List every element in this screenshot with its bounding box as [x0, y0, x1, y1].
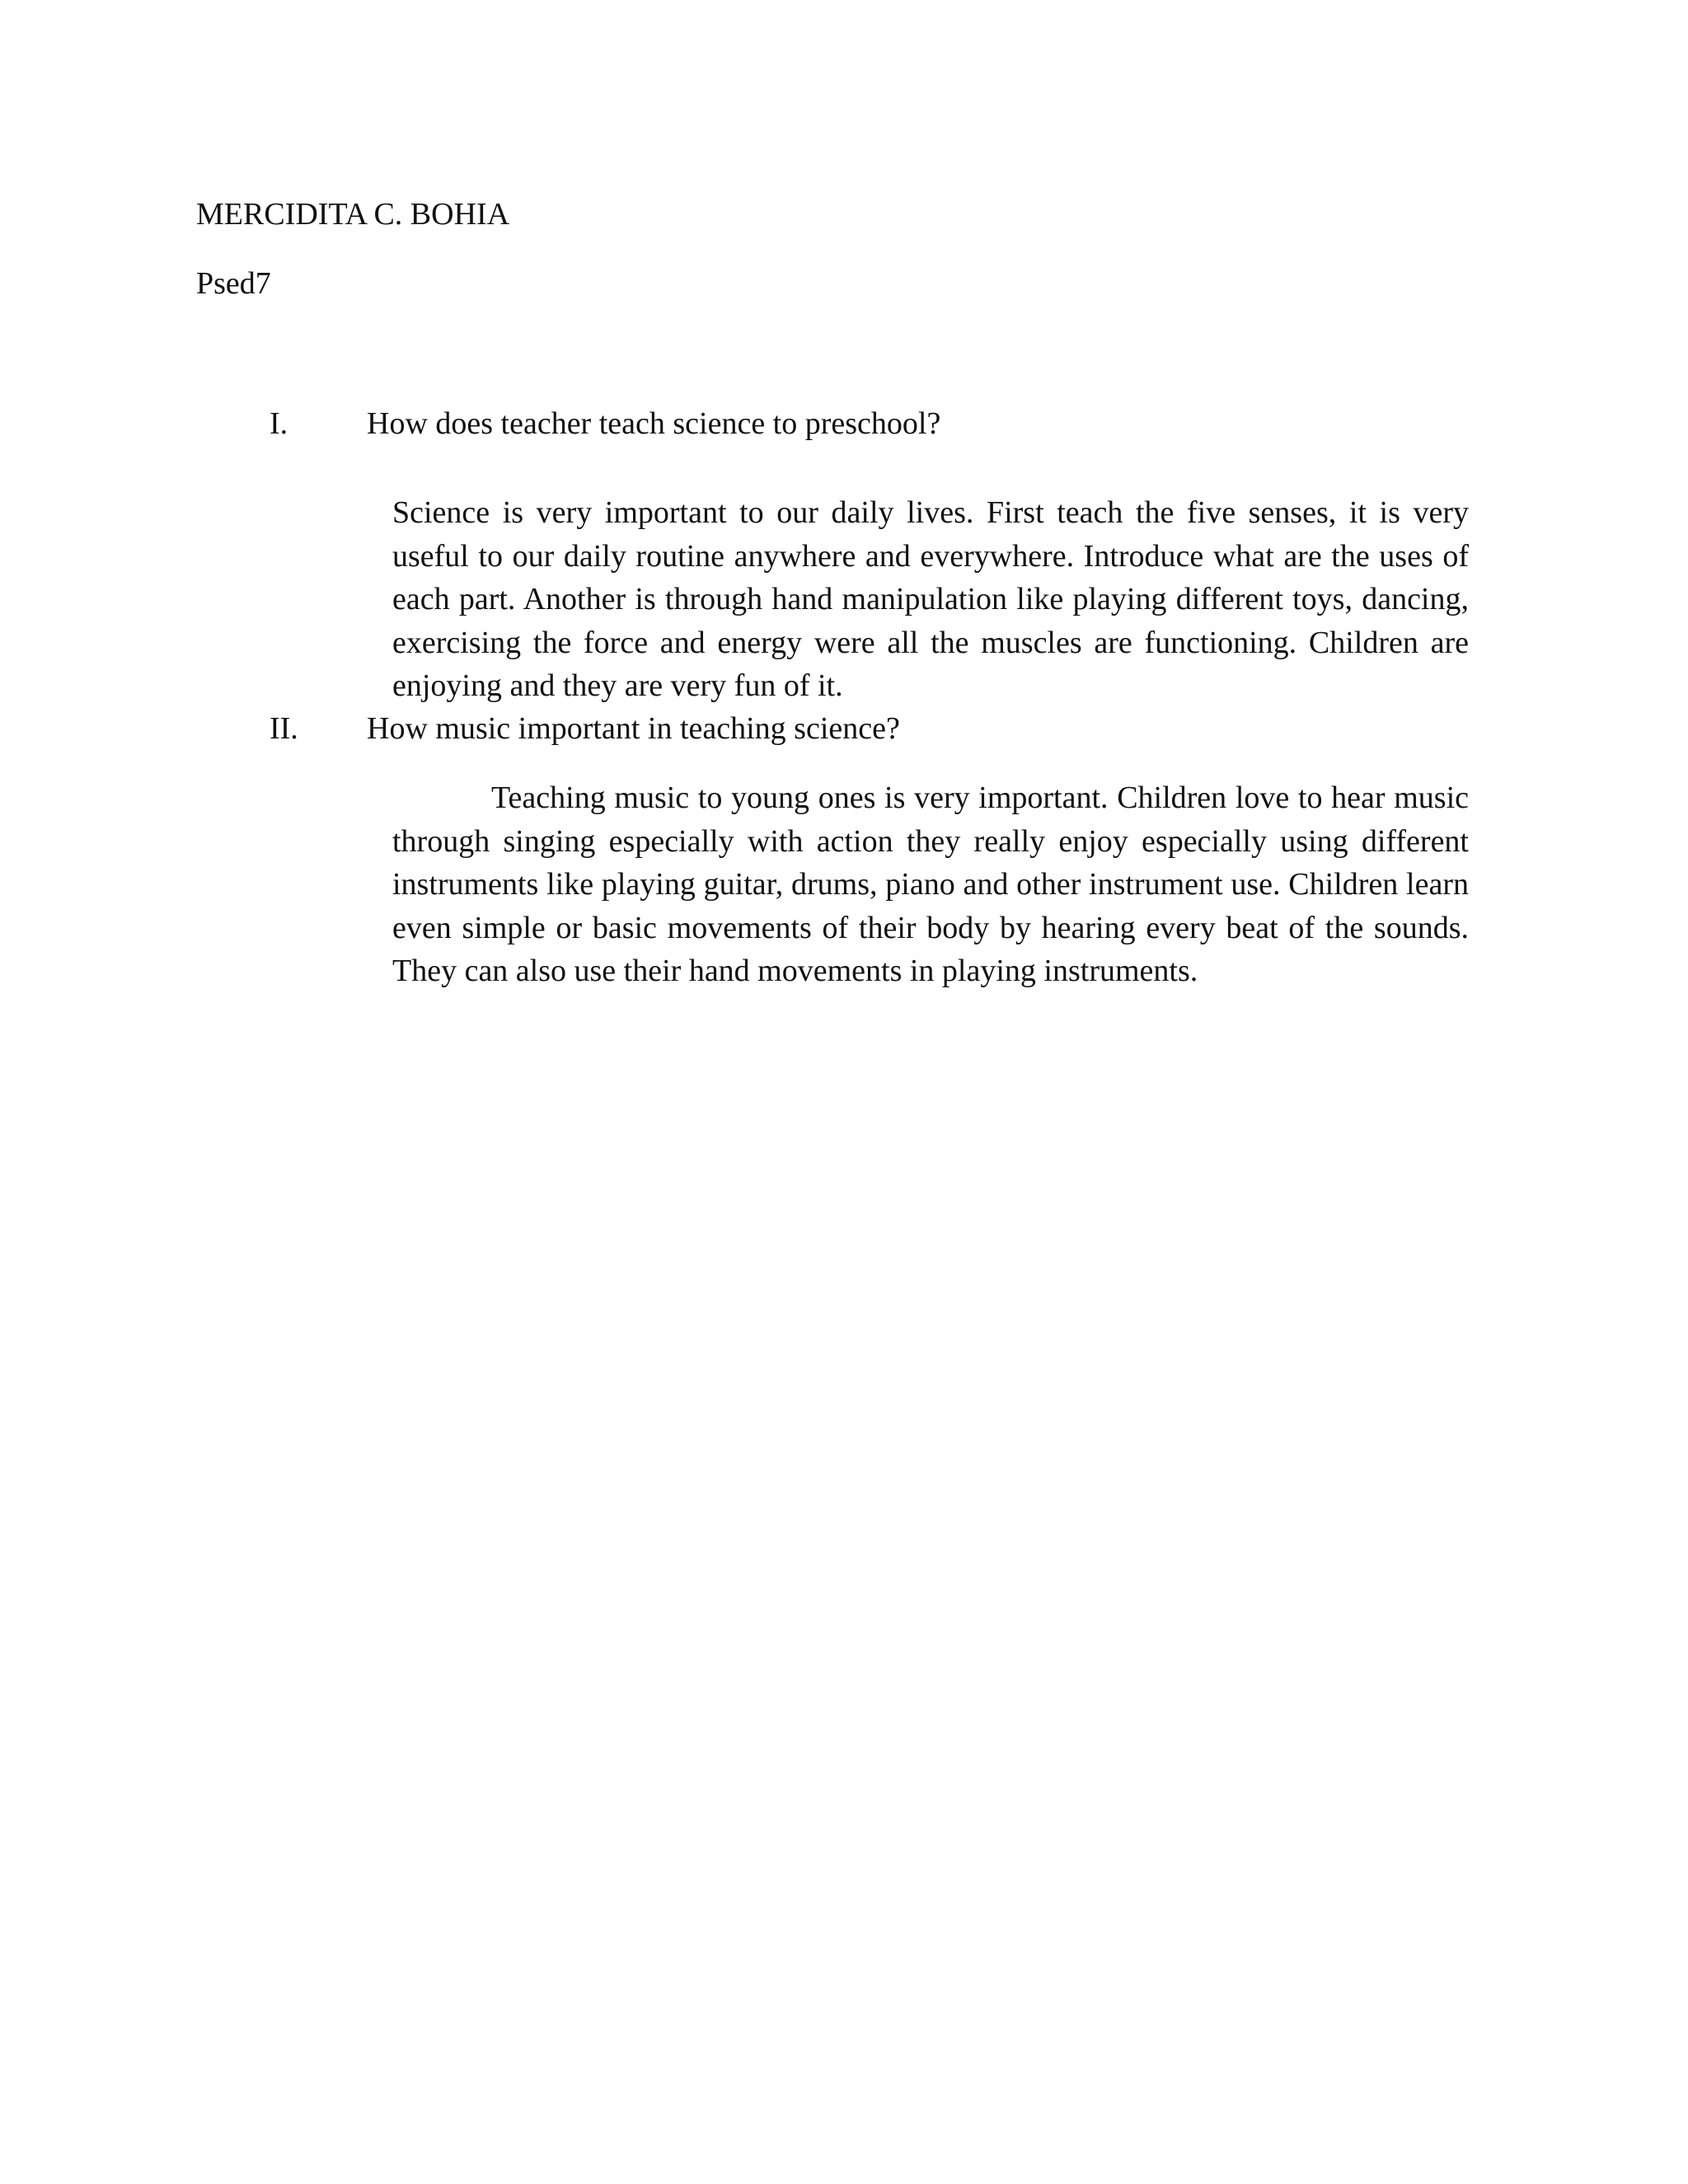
course-code: Psed7	[196, 266, 271, 301]
answer-1-paragraph: Science is very important to our daily lives. First teach the five senses, it is very useful to our daily routine anywhere and everywhere. Introduce what are the uses of each part. Another is through hand manipulation like playing different toys, dancing, exercising the force and energy were all the muscles are functioning. Children are enjoying and they are very fun of it.	[392, 495, 1469, 703]
author-name: MERCIDITA C. BOHIA	[196, 197, 510, 232]
answer-2-paragraph: Teaching music to young ones is very important. Children love to hear music through singing especially with action they really enjoy especially using different instruments like playing guitar, drums, piano and other instrument use. Children learn even simple or basic movements of their body by hearing every beat of the sounds. They can also use their hand movements in playing instruments.	[392, 780, 1469, 988]
question-1-text: How does teacher teach science to preschool?	[367, 406, 941, 441]
question-2-number: II.	[270, 711, 298, 746]
question-1-number: I.	[270, 406, 288, 441]
question-2-text: How music important in teaching science?	[367, 711, 900, 746]
